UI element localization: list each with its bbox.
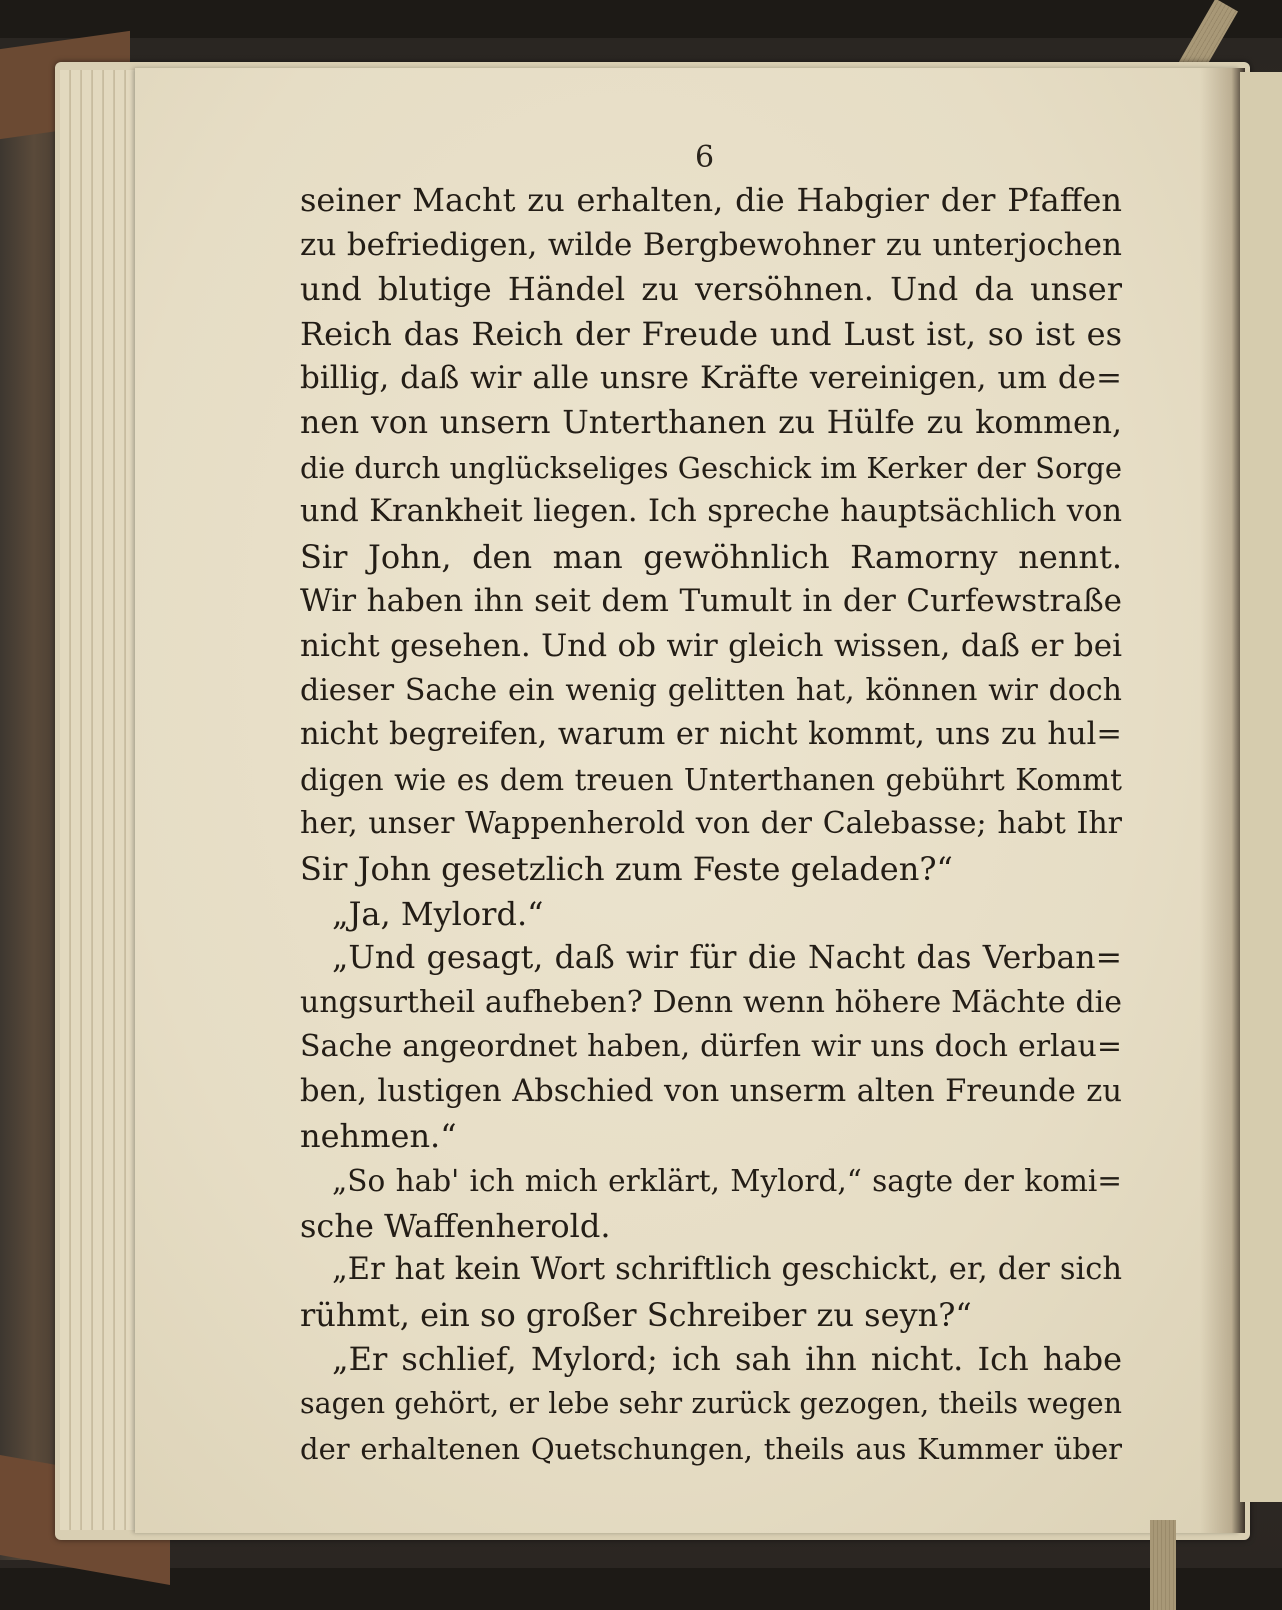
text-line: Reich das Reich der Freude und Lust ist, so ist es <box>300 314 1122 353</box>
text-line: billig, daß wir alle unsre Kräfte vereinigen, um de= <box>300 360 1122 397</box>
text-line: und Krankheit liegen. Ich spreche hauptsächlich von <box>300 494 1122 530</box>
text-line: „Ja, Mylord.“ <box>332 894 544 933</box>
text-line: rühmt, ein so großer Schreiber zu seyn?“ <box>300 1295 972 1334</box>
text-line: Sir John gesetzlich zum Feste geladen?“ <box>300 849 953 888</box>
body-text <box>300 178 1122 1471</box>
text-line: und blutige Händel zu versöhnen. Und da unser <box>300 270 1122 309</box>
text-line: dieser Sache ein wenig gelitten hat, können wir doch <box>300 672 1122 708</box>
text-line: Sir John, den man gewöhnlich Ramorny nennt. <box>300 537 1122 576</box>
facing-page <box>1240 72 1282 1502</box>
page-edges <box>60 70 140 1530</box>
text-line: „Er hat kein Wort schriftlich geschickt, er, der sich <box>332 1252 1122 1288</box>
text-line: ben, lustigen Abschied von unserm alten Freunde zu <box>300 1073 1122 1109</box>
page-gutter <box>1200 68 1245 1533</box>
text-line: sche Waffenherold. <box>300 1206 611 1245</box>
text-line: nen von unsern Unterthanen zu Hülfe zu kommen, <box>300 404 1122 441</box>
page-number: 6 <box>695 140 715 175</box>
text-line: nehmen.“ <box>300 1117 457 1156</box>
text-line: ungsurtheil aufheben? Denn wenn höhere Mächte die <box>300 984 1122 1020</box>
text-line: „Er schlief, Mylord; ich sah ihn nicht. Ich habe <box>332 1340 1122 1379</box>
text-line: „Und gesagt, daß wir für die Nacht das Verban= <box>332 940 1122 977</box>
text-line: seiner Macht zu erhalten, die Habgier der Pfaffen <box>300 181 1122 219</box>
text-line: der erhaltenen Quetschungen, theils aus Kummer über <box>300 1431 1122 1466</box>
text-line: digen wie es dem treuen Unterthanen gebührt Kommt <box>300 762 1122 797</box>
text-line: her, unser Wappenherold von der Calebasse; habt Ihr <box>300 806 1122 842</box>
text-line: „So hab' ich mich erklärt, Mylord,“ sagte der komi= <box>332 1164 1122 1199</box>
text-line: die durch unglückseliges Geschick im Kerker der Sorge <box>300 450 1122 485</box>
text-line: sagen gehört, er lebe sehr zurück gezogen, theils wegen <box>300 1387 1122 1421</box>
text-line: Wir haben ihn seit dem Tumult in der Curfewstraße <box>300 583 1122 620</box>
text-line: Sache angeordnet haben, dürfen wir uns doch erlau= <box>300 1029 1122 1065</box>
text-line: zu befriedigen, wilde Bergbewohner zu unterjochen <box>300 226 1122 263</box>
text-line: nicht gesehen. Und ob wir gleich wissen, daß er bei <box>300 627 1122 664</box>
text-line: nicht begreifen, warum er nicht kommt, uns zu hul= <box>300 717 1122 753</box>
bookmark-ribbon <box>1150 1520 1176 1610</box>
